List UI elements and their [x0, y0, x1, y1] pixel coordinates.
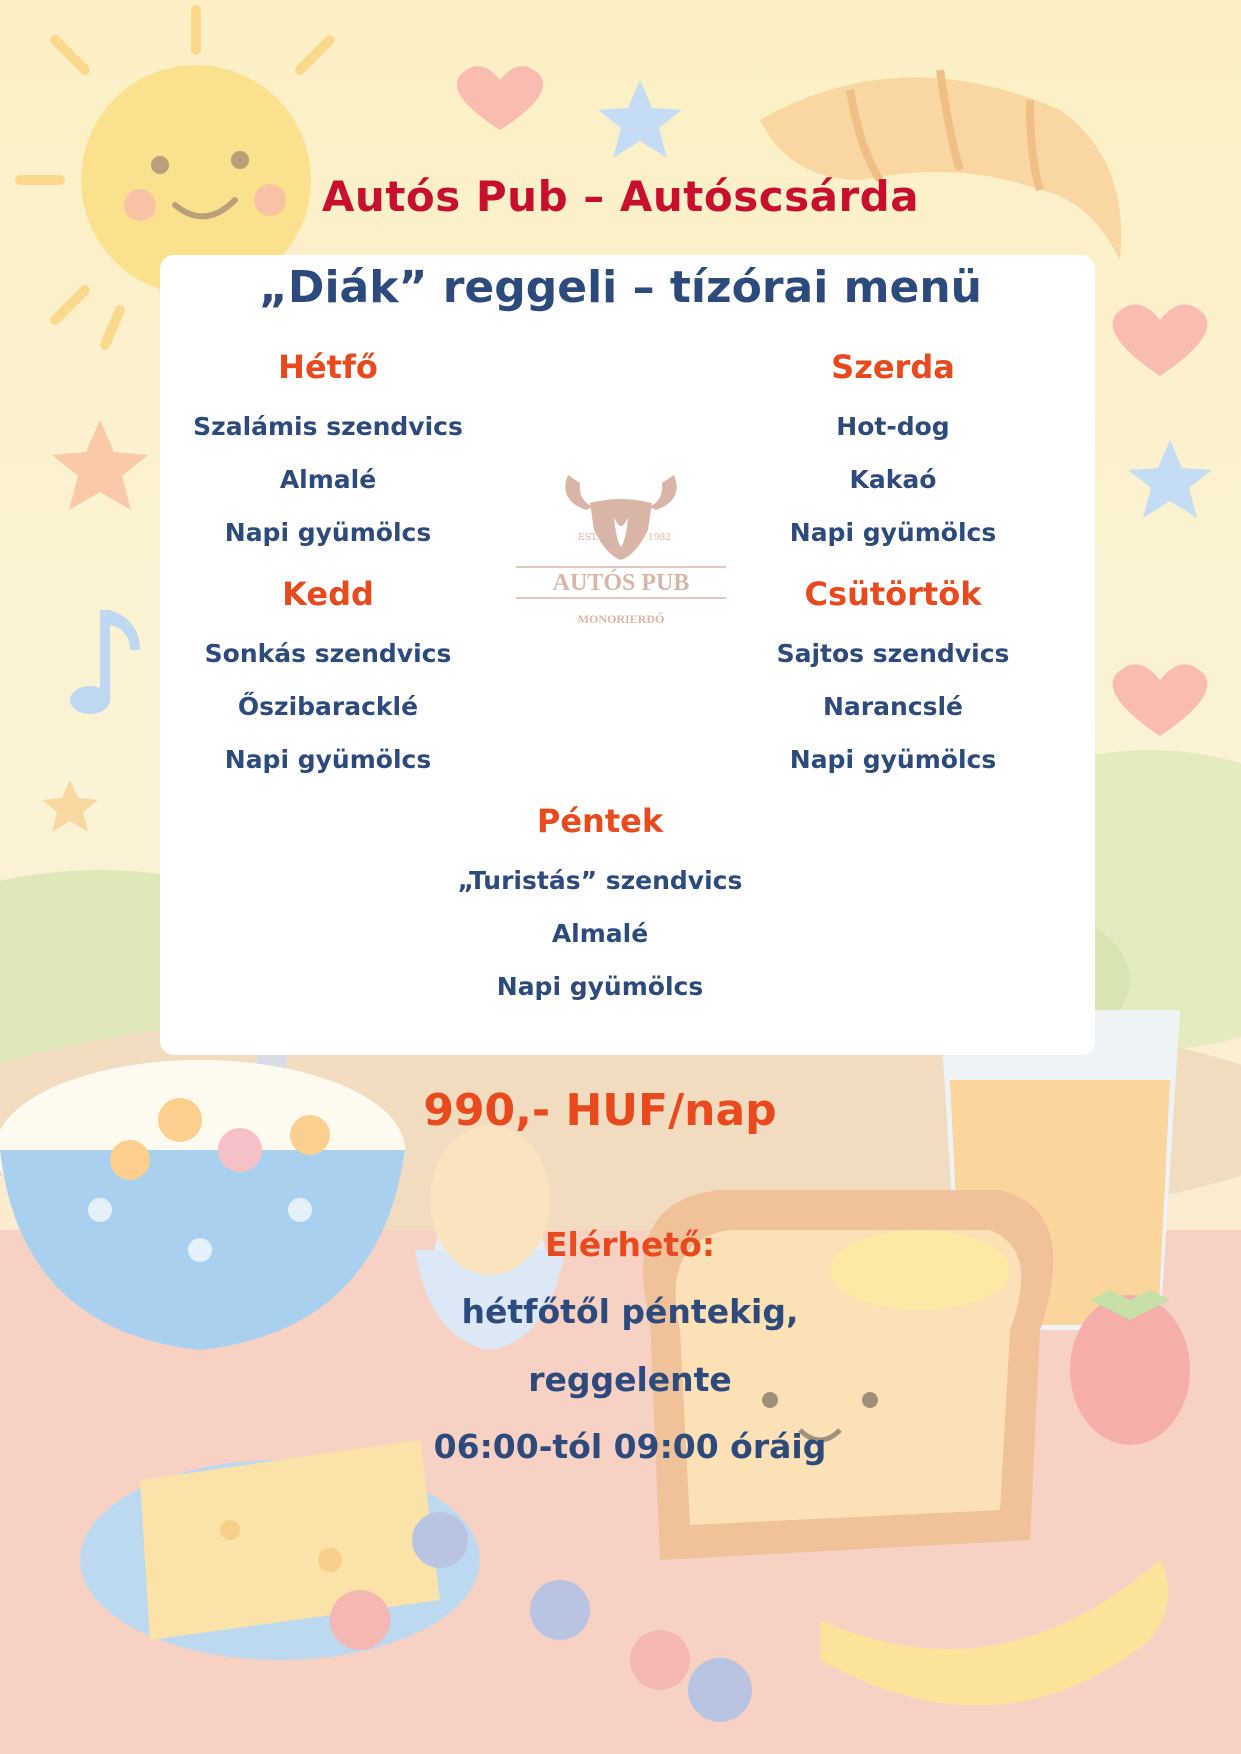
availability-period: reggelente	[528, 1360, 732, 1399]
menu-item: Napi gyümölcs	[789, 518, 997, 547]
menu-item: Kakaó	[849, 465, 937, 494]
logo-est-label: EST.	[578, 533, 599, 543]
day-heading-friday: Péntek	[536, 802, 664, 840]
menu-item: Sonkás szendvics	[204, 639, 452, 668]
availability-heading: Elérhető:	[544, 1225, 716, 1264]
menu-item: Sajtos szendvics	[776, 639, 1010, 668]
menu-item: Napi gyümölcs	[224, 518, 432, 547]
day-heading-monday: Hétfő	[278, 348, 378, 386]
restaurant-title: Autós Pub – Autóscsárda	[321, 172, 920, 221]
menu-item: Őszibaracklé	[237, 692, 419, 721]
menu-item: Napi gyümölcs	[224, 745, 432, 774]
menu-item: Napi gyümölcs	[789, 745, 997, 774]
menu-item: Szalámis szendvics	[193, 412, 463, 441]
menu-item: Almalé	[551, 919, 649, 948]
logo-name: AUTÓS PUB	[552, 570, 690, 596]
availability-hours: 06:00-tól 09:00 óráig	[433, 1427, 827, 1466]
logo-est-year: 1982	[648, 533, 671, 543]
availability-days: hétfőtől péntekig,	[461, 1292, 799, 1331]
day-heading-tuesday: Kedd	[282, 575, 374, 613]
menu-item: Hot-dog	[836, 412, 950, 441]
logo-location: MONORIERDŐ	[577, 612, 665, 626]
bull-head-icon	[565, 475, 676, 560]
menu-item: Napi gyümölcs	[496, 972, 704, 1001]
menu-subtitle: „Diák” reggeli – tízórai menü	[259, 262, 982, 313]
price-label: 990,- HUF/nap	[423, 1085, 777, 1136]
menu-item: „Turistás” szendvics	[457, 866, 743, 895]
day-heading-wednesday: Szerda	[831, 348, 955, 386]
day-heading-thursday: Csütörtök	[804, 575, 982, 613]
menu-item: Narancslé	[822, 692, 963, 721]
menu-item: Almalé	[279, 465, 377, 494]
